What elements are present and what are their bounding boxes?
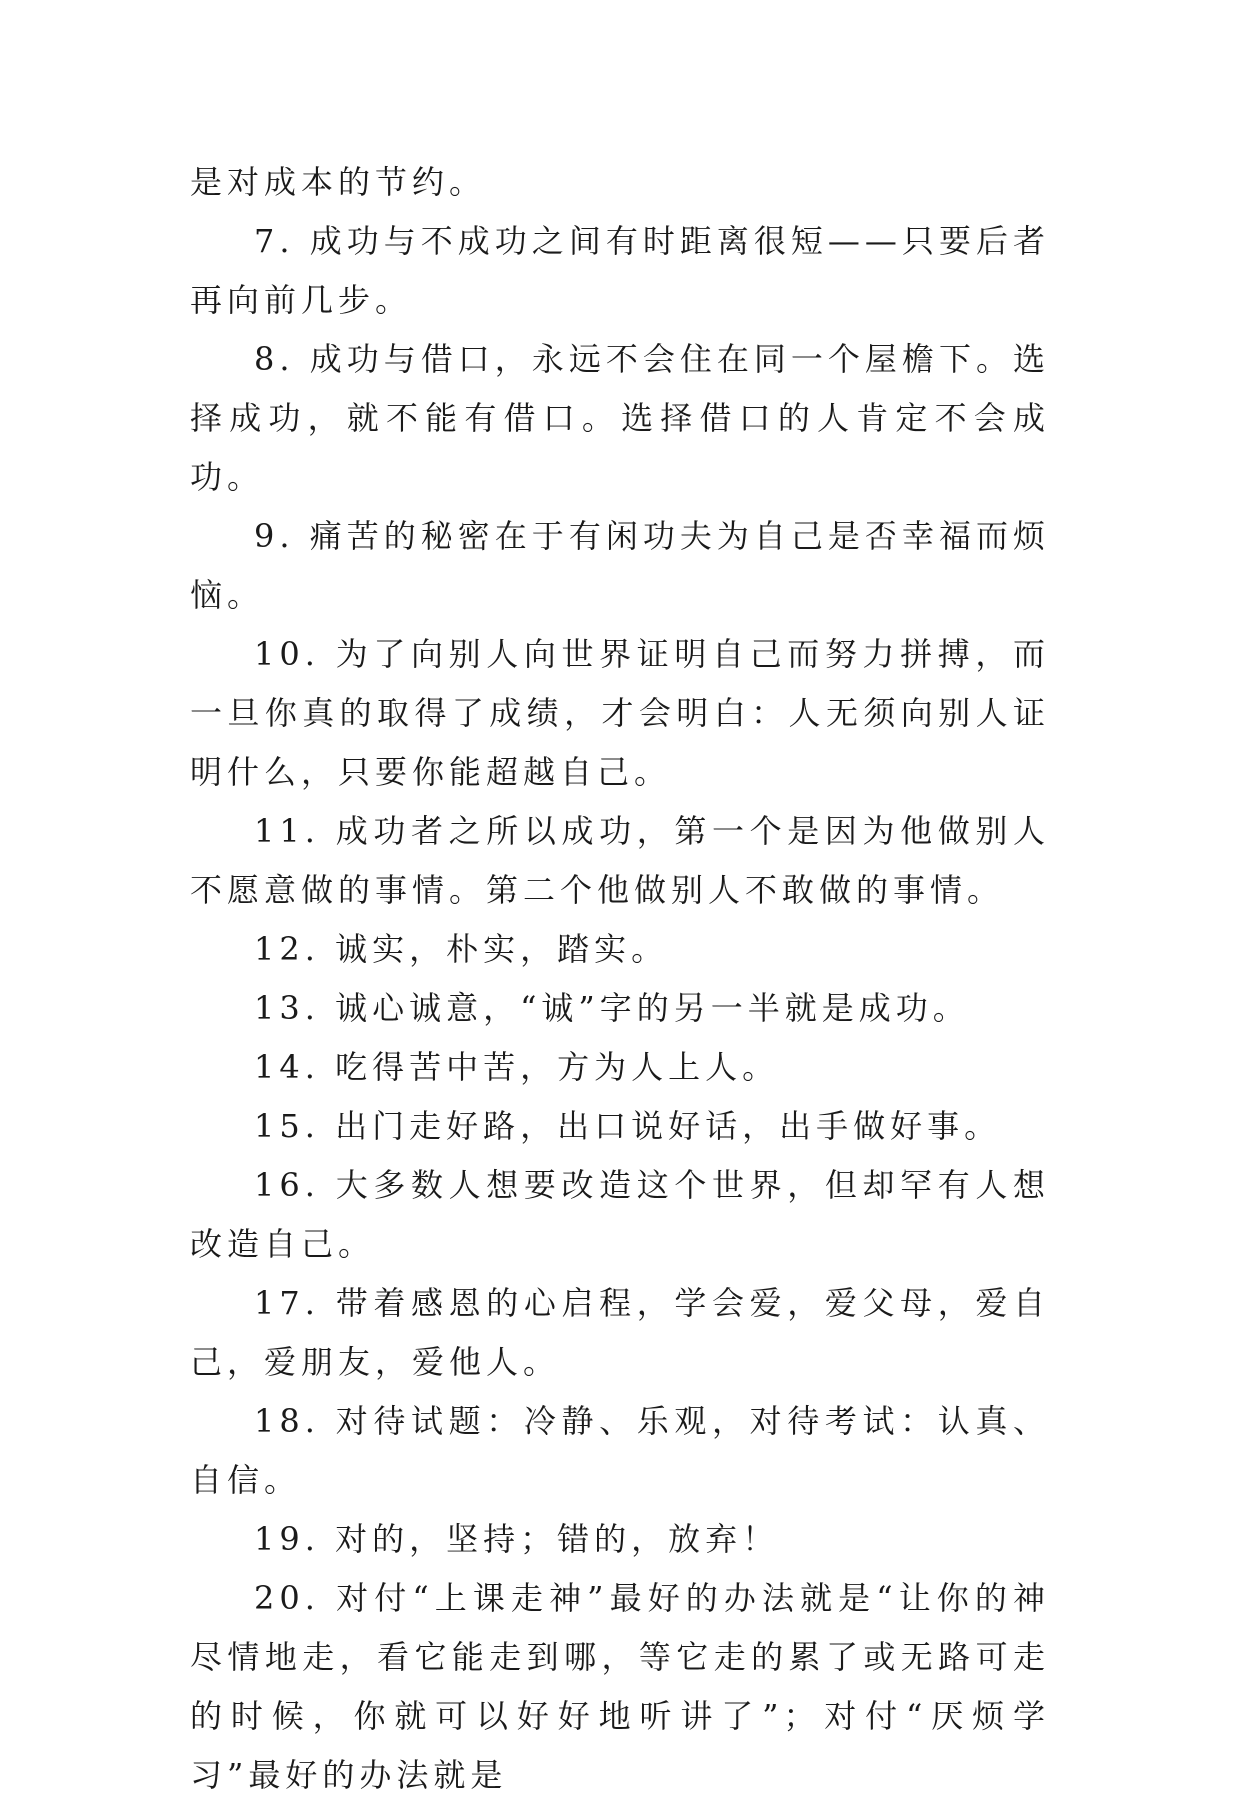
- document-body: [190, 153, 1050, 1805]
- paragraph: 17. 带着感恩的心启程，学会爱，爱父母，爱自己，爱朋友，爱他人。: [190, 1284, 1050, 1381]
- paragraph: 18. 对待试题：冷静、乐观，对待考试：认真、自信。: [190, 1402, 1050, 1499]
- paragraph: 9. 痛苦的秘密在于有闲功夫为自己是否幸福而烦恼。: [190, 517, 1050, 614]
- paragraph: 11. 成功者之所以成功，第一个是因为他做别人不愿意做的事情。第二个他做别人不敢做的事情。: [190, 812, 1050, 909]
- paragraph: 13. 诚心诚意，“诚”字的另一半就是成功。: [254, 989, 970, 1027]
- paragraph: 10. 为了向别人向世界证明自己而努力拼搏，而一旦你真的取得了成绩，才会明白：人无须向别人证明什么，只要你能超越自己。: [190, 635, 1050, 791]
- paragraph: 15. 出门走好路，出口说好话，出手做好事。: [254, 1107, 1002, 1145]
- paragraph: 12. 诚实，朴实，踏实。: [254, 930, 669, 968]
- paragraph: 是对成本的节约。: [190, 163, 487, 201]
- paragraph: 19. 对的，坚持；错的，放弃！: [254, 1520, 780, 1558]
- paragraph: 20. 对付“上课走神”最好的办法就是“让你的神尽情地走，看它能走到哪，等它走的累了或无路可走的时候，你就可以好好地听讲了”；对付“厌烦学习”最好的办法就是: [190, 1579, 1050, 1794]
- paragraph: 8. 成功与借口，永远不会住在同一个屋檐下。选择成功，就不能有借口。选择借口的人肯定不会成功。: [190, 340, 1050, 496]
- paragraph: 7. 成功与不成功之间有时距离很短——只要后者再向前几步。: [190, 222, 1050, 319]
- paragraph: 14. 吃得苦中苦，方为人上人。: [254, 1048, 780, 1086]
- paragraph: 16. 大多数人想要改造这个世界，但却罕有人想改造自己。: [190, 1166, 1050, 1263]
